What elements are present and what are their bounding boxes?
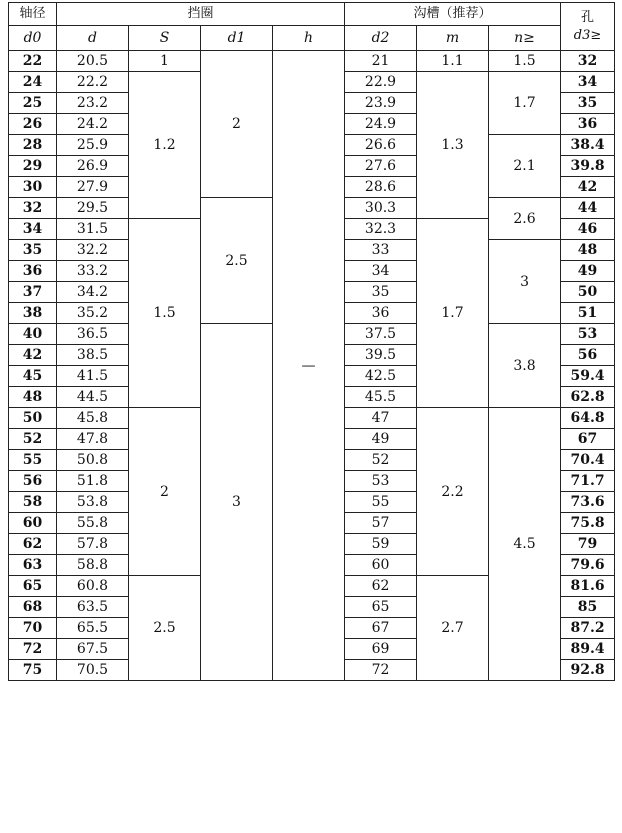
header-symbol-m: m xyxy=(417,26,489,51)
table-body xyxy=(9,51,615,681)
cell-d0: 26 xyxy=(9,114,57,135)
cell-d2: 24.9 xyxy=(345,114,417,135)
cell-d0: 75 xyxy=(9,660,57,681)
cell-d0: 42 xyxy=(9,345,57,366)
cell-d0: 35 xyxy=(9,240,57,261)
cell-d: 32.2 xyxy=(57,240,129,261)
cell-d: 34.2 xyxy=(57,282,129,303)
cell-d3: 79 xyxy=(561,534,615,555)
cell-d2: 52 xyxy=(345,450,417,471)
cell-d3: 46 xyxy=(561,219,615,240)
cell-d1-group: 3 xyxy=(201,324,273,681)
cell-S-group: 1.2 xyxy=(129,72,201,219)
retaining-ring-spec-table xyxy=(8,2,615,681)
cell-n-group: 4.5 xyxy=(489,408,561,681)
cell-d: 41.5 xyxy=(57,366,129,387)
cell-n-group: 1.5 xyxy=(489,51,561,72)
cell-d: 58.8 xyxy=(57,555,129,576)
cell-S-group: 2.5 xyxy=(129,576,201,681)
cell-d: 38.5 xyxy=(57,345,129,366)
cell-d0: 29 xyxy=(9,156,57,177)
cell-d3: 56 xyxy=(561,345,615,366)
cell-d3: 71.7 xyxy=(561,471,615,492)
cell-d2: 67 xyxy=(345,618,417,639)
cell-m-group: 2.2 xyxy=(417,408,489,576)
cell-d0: 58 xyxy=(9,492,57,513)
cell-d: 50.8 xyxy=(57,450,129,471)
cell-d0: 37 xyxy=(9,282,57,303)
header-symbol-s: S xyxy=(129,26,201,51)
cell-d2: 27.6 xyxy=(345,156,417,177)
cell-d3: 50 xyxy=(561,282,615,303)
table-row xyxy=(9,51,615,72)
cell-d3: 42 xyxy=(561,177,615,198)
cell-d2: 36 xyxy=(345,303,417,324)
header-hole: 孔 xyxy=(581,9,595,25)
cell-d2: 49 xyxy=(345,429,417,450)
cell-d0: 50 xyxy=(9,408,57,429)
cell-d3: 51 xyxy=(561,303,615,324)
cell-m-group: 2.7 xyxy=(417,576,489,681)
cell-d0: 40 xyxy=(9,324,57,345)
cell-d: 65.5 xyxy=(57,618,129,639)
cell-d2: 35 xyxy=(345,282,417,303)
cell-h-group: — xyxy=(273,51,345,681)
cell-d2: 57 xyxy=(345,513,417,534)
cell-d3: 70.4 xyxy=(561,450,615,471)
cell-S-group: 1 xyxy=(129,51,201,72)
cell-d2: 30.3 xyxy=(345,198,417,219)
cell-d3: 53 xyxy=(561,324,615,345)
cell-d: 47.8 xyxy=(57,429,129,450)
header-groove-recommended: 沟槽（推荐） xyxy=(345,3,561,26)
cell-d0: 32 xyxy=(9,198,57,219)
cell-d: 33.2 xyxy=(57,261,129,282)
cell-d0: 65 xyxy=(9,576,57,597)
cell-d0: 45 xyxy=(9,366,57,387)
cell-m-group: 1.3 xyxy=(417,72,489,219)
cell-d0: 22 xyxy=(9,51,57,72)
header-shaft-diameter: 轴径 xyxy=(9,3,57,26)
cell-d0: 63 xyxy=(9,555,57,576)
cell-d: 20.5 xyxy=(57,51,129,72)
cell-d3: 35 xyxy=(561,93,615,114)
cell-d2: 23.9 xyxy=(345,93,417,114)
cell-d0: 34 xyxy=(9,219,57,240)
cell-d: 22.2 xyxy=(57,72,129,93)
cell-d0: 52 xyxy=(9,429,57,450)
cell-d0: 30 xyxy=(9,177,57,198)
cell-d0: 24 xyxy=(9,72,57,93)
cell-d: 23.2 xyxy=(57,93,129,114)
cell-n-group: 3.8 xyxy=(489,324,561,408)
cell-d3: 87.2 xyxy=(561,618,615,639)
cell-d2: 60 xyxy=(345,555,417,576)
cell-d0: 25 xyxy=(9,93,57,114)
cell-d0: 48 xyxy=(9,387,57,408)
cell-d0: 60 xyxy=(9,513,57,534)
cell-d: 29.5 xyxy=(57,198,129,219)
cell-d3: 62.8 xyxy=(561,387,615,408)
cell-d: 53.8 xyxy=(57,492,129,513)
cell-d2: 39.5 xyxy=(345,345,417,366)
header-retaining-ring: 挡圈 xyxy=(57,3,345,26)
header-symbol-d2: d2 xyxy=(345,26,417,51)
cell-d: 24.2 xyxy=(57,114,129,135)
cell-d: 70.5 xyxy=(57,660,129,681)
cell-d3: 36 xyxy=(561,114,615,135)
cell-d2: 59 xyxy=(345,534,417,555)
header-symbol-d0: d0 xyxy=(9,26,57,51)
cell-d3: 89.4 xyxy=(561,639,615,660)
cell-d3: 81.6 xyxy=(561,576,615,597)
cell-n-group: 3 xyxy=(489,240,561,324)
cell-d2: 42.5 xyxy=(345,366,417,387)
cell-d2: 53 xyxy=(345,471,417,492)
cell-d: 25.9 xyxy=(57,135,129,156)
cell-d0: 28 xyxy=(9,135,57,156)
cell-d: 45.8 xyxy=(57,408,129,429)
cell-d3: 73.6 xyxy=(561,492,615,513)
cell-d2: 22.9 xyxy=(345,72,417,93)
cell-S-group: 1.5 xyxy=(129,219,201,408)
cell-n-group: 2.1 xyxy=(489,135,561,198)
cell-d2: 26.6 xyxy=(345,135,417,156)
cell-d3: 64.8 xyxy=(561,408,615,429)
cell-d3: 48 xyxy=(561,240,615,261)
cell-d2: 72 xyxy=(345,660,417,681)
cell-d2: 47 xyxy=(345,408,417,429)
cell-d: 31.5 xyxy=(57,219,129,240)
cell-m-group: 1.7 xyxy=(417,219,489,408)
cell-d: 67.5 xyxy=(57,639,129,660)
cell-d0: 62 xyxy=(9,534,57,555)
header-symbol-h: h xyxy=(273,26,345,51)
cell-d3: 59.4 xyxy=(561,366,615,387)
cell-n-group: 1.7 xyxy=(489,72,561,135)
cell-d3: 79.6 xyxy=(561,555,615,576)
cell-d: 35.2 xyxy=(57,303,129,324)
header-symbol-n: n≥ xyxy=(489,26,561,51)
cell-S-group: 2 xyxy=(129,408,201,576)
cell-d: 26.9 xyxy=(57,156,129,177)
cell-d2: 69 xyxy=(345,639,417,660)
cell-d1-group: 2 xyxy=(201,51,273,198)
cell-d0: 68 xyxy=(9,597,57,618)
cell-d0: 70 xyxy=(9,618,57,639)
cell-d: 44.5 xyxy=(57,387,129,408)
cell-d2: 21 xyxy=(345,51,417,72)
cell-d: 51.8 xyxy=(57,471,129,492)
cell-d: 27.9 xyxy=(57,177,129,198)
cell-d3: 85 xyxy=(561,597,615,618)
cell-n-group: 2.6 xyxy=(489,198,561,240)
cell-d2: 55 xyxy=(345,492,417,513)
cell-d: 60.8 xyxy=(57,576,129,597)
cell-d0: 36 xyxy=(9,261,57,282)
cell-d3: 44 xyxy=(561,198,615,219)
header-symbol-d1: d1 xyxy=(201,26,273,51)
cell-d0: 56 xyxy=(9,471,57,492)
cell-d3: 92.8 xyxy=(561,660,615,681)
cell-d2: 34 xyxy=(345,261,417,282)
cell-d2: 33 xyxy=(345,240,417,261)
header-symbol-d3: d3≥ xyxy=(573,27,602,43)
cell-d0: 38 xyxy=(9,303,57,324)
cell-d0: 72 xyxy=(9,639,57,660)
cell-d: 36.5 xyxy=(57,324,129,345)
cell-d3: 49 xyxy=(561,261,615,282)
cell-m-group: 1.1 xyxy=(417,51,489,72)
cell-d2: 37.5 xyxy=(345,324,417,345)
cell-d2: 62 xyxy=(345,576,417,597)
cell-d2: 65 xyxy=(345,597,417,618)
header-hole-group xyxy=(561,3,615,51)
header-symbol-d: d xyxy=(57,26,129,51)
cell-d3: 32 xyxy=(561,51,615,72)
cell-d1-group: 2.5 xyxy=(201,198,273,324)
cell-d: 63.5 xyxy=(57,597,129,618)
cell-d: 57.8 xyxy=(57,534,129,555)
cell-d: 55.8 xyxy=(57,513,129,534)
cell-d3: 39.8 xyxy=(561,156,615,177)
cell-d3: 38.4 xyxy=(561,135,615,156)
cell-d2: 32.3 xyxy=(345,219,417,240)
cell-d0: 55 xyxy=(9,450,57,471)
cell-d3: 75.8 xyxy=(561,513,615,534)
cell-d3: 34 xyxy=(561,72,615,93)
cell-d2: 45.5 xyxy=(345,387,417,408)
cell-d2: 28.6 xyxy=(345,177,417,198)
cell-d3: 67 xyxy=(561,429,615,450)
